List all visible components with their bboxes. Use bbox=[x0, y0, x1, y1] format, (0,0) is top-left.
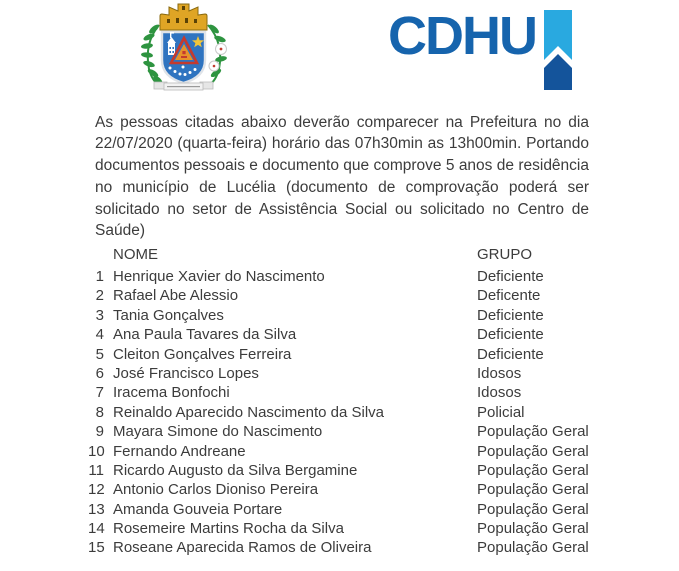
table-row bbox=[88, 325, 593, 344]
person-group: População Geral bbox=[477, 461, 589, 479]
person-name: Cleiton Gonçalves Ferreira bbox=[113, 345, 292, 363]
person-group: População Geral bbox=[477, 520, 589, 538]
roster-table bbox=[88, 245, 593, 558]
row-number: 9 bbox=[95, 423, 104, 441]
row-number: 8 bbox=[95, 403, 104, 421]
person-name: Antonio Carlos Dioniso Pereira bbox=[113, 481, 319, 499]
row-number: 4 bbox=[95, 326, 104, 344]
column-header-grupo: GRUPO bbox=[477, 246, 533, 263]
person-group: Deficiente bbox=[477, 268, 544, 285]
notice-text: As pessoas citadas abaixo deverão comparecer na Prefeitura no dia 22/07/2020 (quarta-feira) horário das 07h30min as 13h00min. Portando documentos pessoais e documento que comprove 5 anos de residência no município de Lucélia (documento de comprovação poderá ser solicitado no setor de Assistência Social ou solicitado no Centro de Saúde) bbox=[95, 113, 589, 240]
table-row bbox=[88, 267, 593, 286]
row-number: 11 bbox=[88, 461, 104, 479]
person-name: José Francisco Lopes bbox=[113, 364, 259, 382]
person-name: Ricardo Augusto da Silva Bergamine bbox=[113, 461, 358, 479]
table-row bbox=[88, 480, 593, 499]
table-row bbox=[88, 461, 593, 480]
cdhu-wordmark: CDHU bbox=[388, 6, 536, 66]
person-name: Rosemeire Martins Rocha da Silva bbox=[113, 520, 344, 538]
row-number: 12 bbox=[88, 481, 105, 499]
coat-of-arms bbox=[126, 3, 241, 98]
table-row bbox=[88, 383, 593, 402]
table-row bbox=[88, 403, 593, 422]
table-row bbox=[88, 519, 593, 538]
person-group: População Geral bbox=[477, 442, 589, 460]
person-name: Amanda Gouveia Portare bbox=[113, 500, 283, 518]
person-group: População Geral bbox=[477, 539, 589, 557]
table-row bbox=[88, 345, 593, 364]
person-group: Policial bbox=[477, 403, 525, 421]
row-number: 1 bbox=[95, 268, 104, 285]
row-number: 6 bbox=[95, 364, 104, 382]
row-number: 7 bbox=[95, 384, 104, 402]
shield-icon bbox=[162, 32, 205, 83]
mural-crown-icon bbox=[160, 4, 207, 30]
person-group: População Geral bbox=[477, 500, 589, 518]
person-group: Deficente bbox=[477, 287, 541, 305]
person-group: Deficiente bbox=[477, 326, 544, 344]
table-row bbox=[88, 442, 593, 461]
right-branch-icon bbox=[208, 23, 228, 86]
person-group: Idosos bbox=[477, 364, 522, 382]
table-row bbox=[88, 422, 593, 441]
row-number: 14 bbox=[88, 520, 105, 538]
person-name: Rafael Abe Alessio bbox=[113, 287, 239, 305]
person-name: Ana Paula Tavares da Silva bbox=[113, 326, 297, 344]
table-row bbox=[88, 364, 593, 383]
person-name: Henrique Xavier do Nascimento bbox=[113, 268, 325, 285]
row-number: 2 bbox=[95, 287, 104, 305]
row-number: 3 bbox=[95, 306, 104, 324]
person-name: Mayara Simone do Nascimento bbox=[113, 423, 323, 441]
table-row bbox=[88, 538, 593, 557]
cdhu-logo bbox=[388, 6, 574, 90]
person-name: Tania Gonçalves bbox=[113, 306, 224, 324]
cdhu-exclamation-icon bbox=[542, 10, 574, 90]
lucelia-coat-of-arms-icon bbox=[126, 3, 241, 93]
ribbon-icon bbox=[154, 82, 213, 90]
person-name: Reinaldo Aparecido Nascimento da Silva bbox=[113, 403, 384, 421]
roster-table-body bbox=[88, 267, 593, 558]
column-header-nome: NOME bbox=[113, 246, 158, 263]
table-row bbox=[88, 286, 593, 305]
table-row bbox=[88, 306, 593, 325]
person-group: Deficiente bbox=[477, 306, 544, 324]
left-branch-icon bbox=[141, 23, 164, 86]
roster-header bbox=[88, 245, 593, 267]
person-name: Fernando Andreane bbox=[113, 442, 246, 460]
person-group: Deficiente bbox=[477, 345, 544, 363]
person-name: Iracema Bonfochi bbox=[113, 384, 230, 402]
row-number: 15 bbox=[88, 539, 105, 557]
row-number: 10 bbox=[88, 442, 105, 460]
table-row bbox=[88, 500, 593, 519]
row-number: 5 bbox=[95, 345, 104, 363]
person-group: Idosos bbox=[477, 384, 522, 402]
row-number: 13 bbox=[88, 500, 105, 518]
person-group: População Geral bbox=[477, 423, 589, 441]
person-name: Roseane Aparecida Ramos de Oliveira bbox=[113, 539, 372, 557]
person-group: População Geral bbox=[477, 481, 589, 499]
